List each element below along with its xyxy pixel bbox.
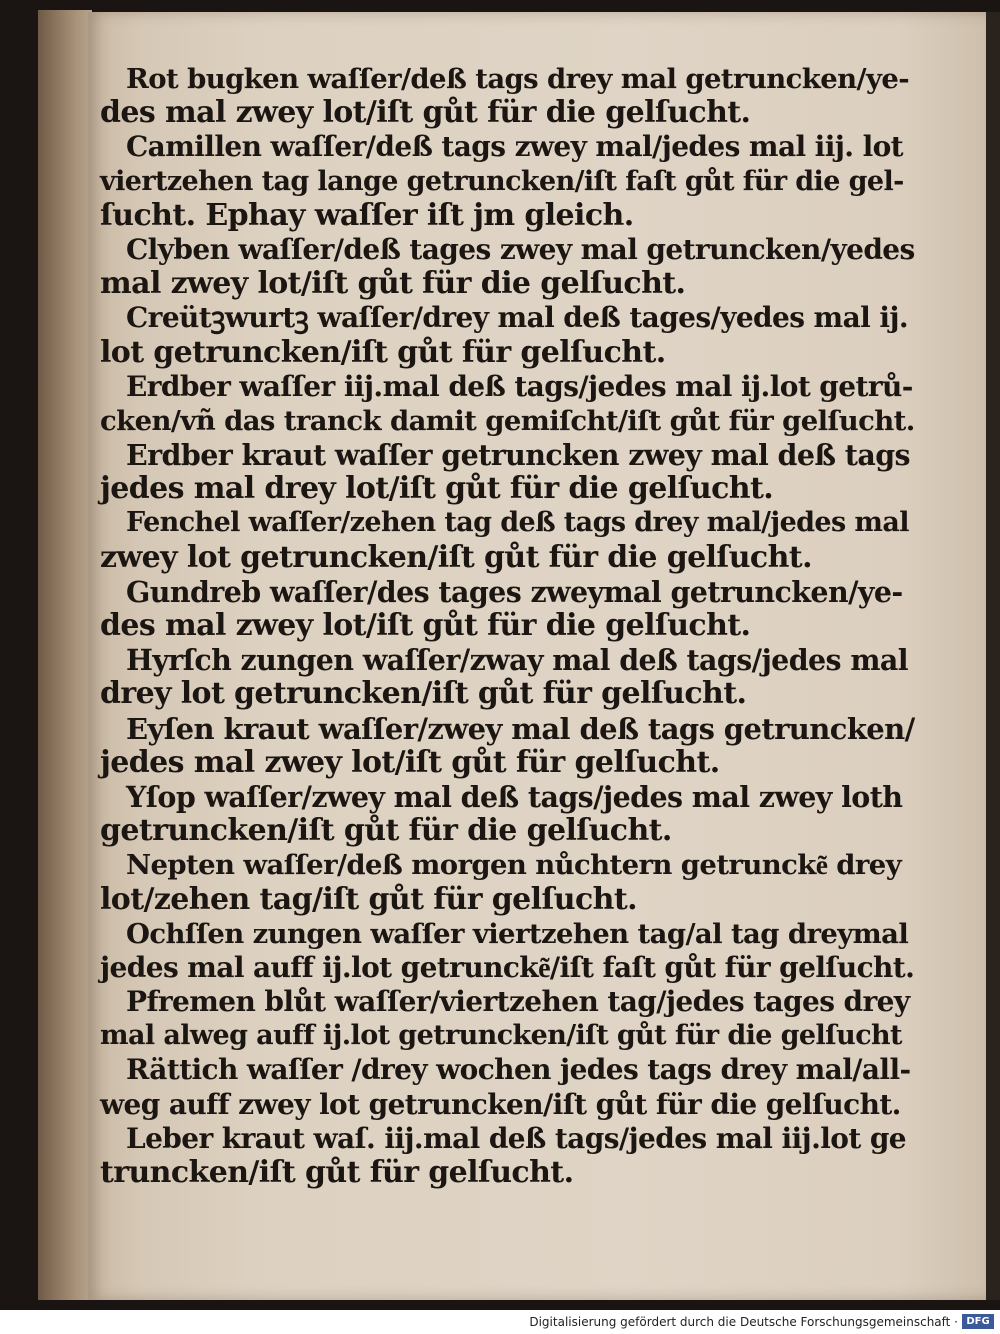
text-line: Gundreb waſſer/des tages zweymal getruncken/ye- xyxy=(126,574,903,609)
text-line: Eyſen kraut waſſer/zwey mal deß tags getruncken/ xyxy=(126,711,915,746)
text-line: mal alweg auff ij.lot getruncken/iſt gůt für die gelſucht xyxy=(100,1020,902,1052)
text-line: ſucht. Ephay waſſer iſt jm gleich. xyxy=(100,197,634,233)
page-gutter xyxy=(38,10,92,1300)
text-line: Hyrſch zungen waſſer/zway mal deß tags/jedes mal xyxy=(126,643,908,678)
footer xyxy=(0,1310,1000,1334)
text-line: Fenchel waſſer/zehen tag deß tags drey mal/jedes mal xyxy=(126,507,909,539)
text-line: getruncken/iſt gůt für die gelſucht. xyxy=(100,813,672,849)
text-line: drey lot getruncken/iſt gůt für gelſucht. xyxy=(100,676,747,712)
dfg-logo: DFG xyxy=(962,1314,994,1329)
footer-credit: Digitalisierung gefördert durch die Deutsche Forschungsgemeinschaft · xyxy=(529,1315,958,1329)
text-line: Camillen waſſer/deß tags zwey mal/jedes mal iij. lot xyxy=(126,130,904,164)
text-line: Clyben waſſer/deß tages zwey mal getruncken/yedes xyxy=(126,232,915,266)
text-line: mal zwey lot/iſt gůt für die gelſucht. xyxy=(100,266,686,302)
text-line: Leber kraut waſ. iij.mal deß tags/jedes mal iij.lot ge xyxy=(126,1121,907,1155)
text-line: Ochſſen zungen waſſer viertzehen tag/al tag dreymal xyxy=(126,917,909,950)
text-line: lot getruncken/iſt gůt für gelſucht. xyxy=(100,334,666,370)
text-line: Yſop waſſer/zwey mal deß tags/jedes mal zwey loth xyxy=(126,779,903,814)
page-text xyxy=(100,62,915,1190)
text-line: Erdber waſſer iij.mal deß tags/jedes mal ij.lot getrů- xyxy=(126,369,913,403)
text-line: Nepten waſſer/deß morgen nůchtern getruncke͂ drey xyxy=(126,849,902,882)
text-line: Rättich waſſer /drey wochen jedes tags drey mal/all- xyxy=(126,1053,911,1087)
text-line: Rot bugken waſſer/deß tags drey mal getruncken/ye- xyxy=(126,63,910,95)
text-line: truncken/iſt gůt für gelſucht. xyxy=(100,1155,574,1190)
text-line: jedes mal auff ij.lot getruncke͂/iſt faſt gůt für gelſucht. xyxy=(100,950,915,984)
text-line: jedes mal drey lot/iſt gůt für die gelſucht. xyxy=(100,471,774,507)
text-line: des mal zwey lot/iſt gůt für die gelſucht. xyxy=(100,95,751,131)
text-line: Erdber kraut waſſer getruncken zwey mal deß tags xyxy=(126,438,910,473)
text-line: lot/zehen tag/iſt gůt für gelſucht. xyxy=(100,881,637,917)
text-line: zwey lot getruncken/iſt gůt für die gelſucht. xyxy=(100,539,812,575)
text-line: jedes mal zwey lot/iſt gůt für gelſucht. xyxy=(100,744,720,780)
page-right-edge xyxy=(986,12,1000,1300)
text-line: cken/vñ das tranck damit gemiſcht/iſt gůt für gelſucht. xyxy=(100,404,915,437)
text-line: des mal zwey lot/iſt gůt für die gelſucht. xyxy=(100,608,751,643)
text-line: weg auff zwey lot getruncken/iſt gůt für die gelſucht. xyxy=(100,1087,901,1121)
text-line: Pfremen blůt waſſer/viertzehen tag/jedes tages drey xyxy=(126,985,910,1019)
text-line: Creütꝫwurtꝫ waſſer/drey mal deß tages/yedes mal ij. xyxy=(126,301,909,335)
text-line: viertzehen tag lange getruncken/iſt faſt gůt für die gel- xyxy=(100,165,904,197)
